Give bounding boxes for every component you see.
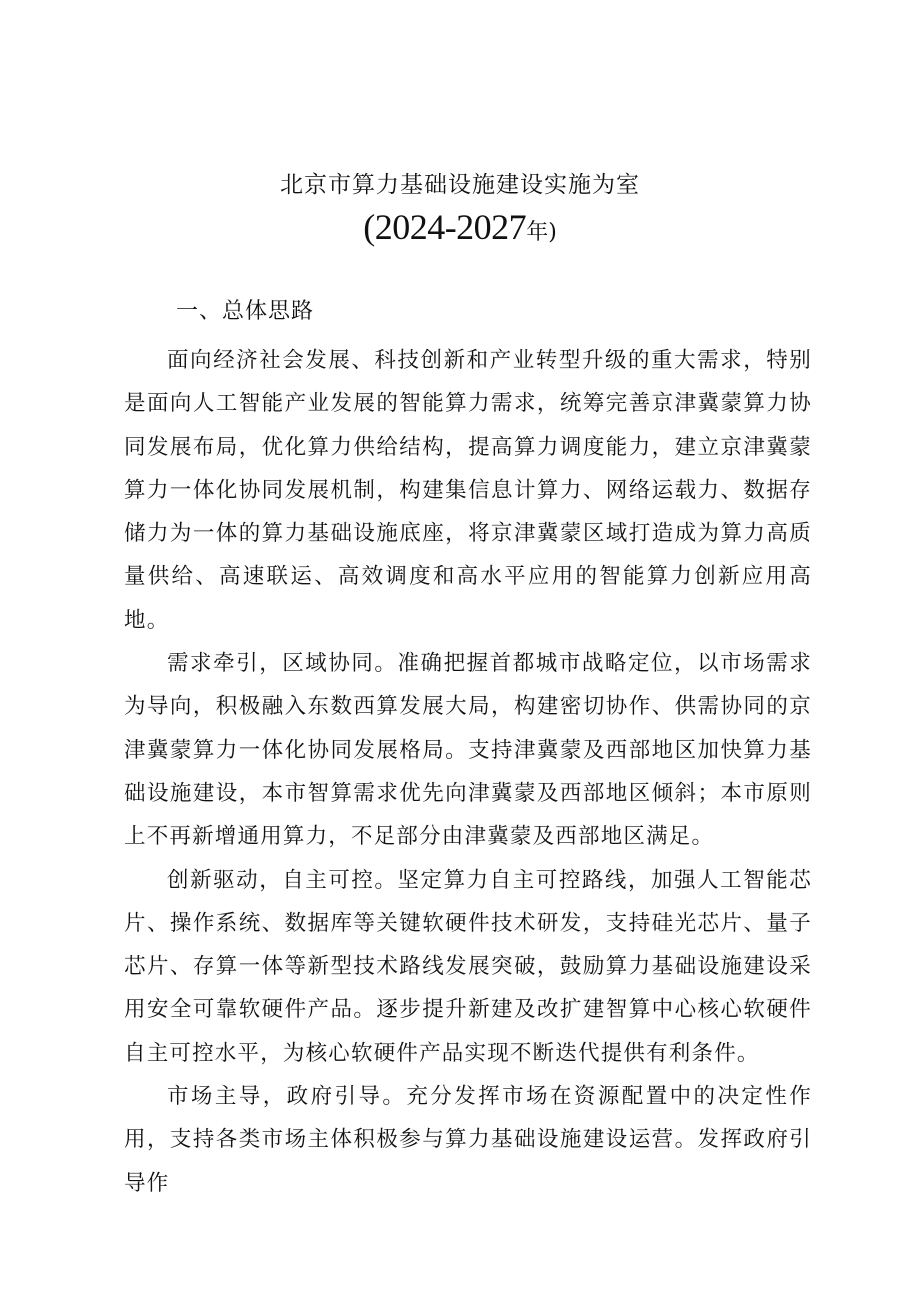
- paragraph-innovation-driven: 创新驱动，自主可控。坚定算力自主可控路线，加强人工智能芯片、操作系统、数据库等关键软硬件技术研发，支持硅光芯片、量子芯片、存算一体等新型技术路线发展突破，鼓励算力基础设施建设采用安全可靠软硬件产品。逐步提升新建及改扩建智算中心核心软硬件自主可控水平，为核心软硬件产品实现不断迭代提供有利条件。: [124, 867, 812, 1066]
- document-title: 北京市算力基础设施建设实施为室: [280, 172, 640, 198]
- subtitle-suffix: 年): [526, 220, 557, 245]
- document-body: [124, 339, 812, 1205]
- paragraph-demand-driven: 需求牵引，区域协同。准确把握首都城市战略定位，以市场需求为导向，积极融入东数西算发展大局，构建密切协作、供需协同的京津冀蒙算力一体化协同发展格局。支持津冀蒙及西部地区加快算力基础设施建设，本市智算需求优先向津冀蒙及西部地区倾斜；本市原则上不再新增通用算力，不足部分由津冀蒙及西部地区满足。: [124, 651, 812, 850]
- subtitle-years: (2024-2027: [363, 207, 527, 247]
- paragraph-overview: 面向经济社会发展、科技创新和产业转型升级的重大需求，特别是面向人工智能产业发展的智能算力需求，统筹完善京津冀蒙算力协同发展布局，优化算力供给结构，提高算力调度能力，建立京津冀蒙算力一体化协同发展机制，构建集信息计算力、网络运载力、数据存储力为一体的算力基础设施底座，将京津冀蒙区域打造成为算力高质量供给、高速联运、高效调度和高水平应用的智能算力创新应用高地。: [124, 348, 812, 633]
- document-subtitle: [0, 204, 920, 257]
- paragraph-market-led: 市场主导，政府引导。充分发挥市场在资源配置中的决定性作用，支持各类市场主体积极参与算力基础设施建设运营。发挥政府引导作: [124, 1084, 812, 1196]
- section-heading: 一、总体思路: [176, 299, 315, 324]
